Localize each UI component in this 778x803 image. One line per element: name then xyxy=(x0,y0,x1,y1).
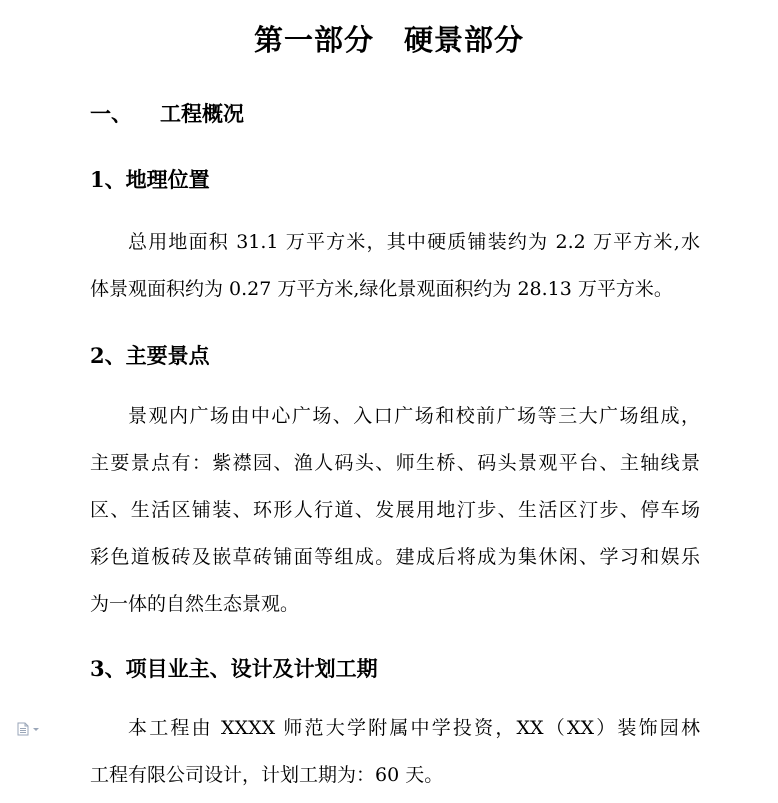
paragraph-location xyxy=(90,219,700,313)
subsection-heading-attractions: 2、主要景点 xyxy=(90,343,210,368)
paragraph-line: 主要景点有：紫襟园、渔人码头、师生桥、码头景观平台、主轴线景 xyxy=(90,452,700,474)
paragraph-line: 为一体的自然生态景观。 xyxy=(90,593,300,615)
paragraph-line: 彩色道板砖及嵌草砖铺面等组成。建成后将成为集休闲、学习和娱乐 xyxy=(90,546,700,568)
paragraph-line: 本工程由 XXXX 师范大学附属中学投资，XX（XX）装饰园林 xyxy=(128,717,700,739)
section-heading-overview xyxy=(90,98,244,128)
paragraph-line: 体景观面积约为 0.27 万平方米,绿化景观面积约为 28.13 万平方米。 xyxy=(90,278,673,300)
page-title: 第一部分 硬景部分 xyxy=(253,23,524,57)
section-title: 工程概况 xyxy=(160,101,244,126)
paragraph-line: 景观内广场由中心广场、入口广场和校前广场等三大广场组成， xyxy=(128,405,700,427)
paragraph-attractions xyxy=(90,393,700,628)
paragraph-line: 工程有限公司设计，计划工期为：60 天。 xyxy=(90,764,444,786)
paragraph-owner-schedule xyxy=(90,705,700,799)
paragraph-line: 区、生活区铺装、环形人行道、发展用地汀步、生活区汀步、停车场 xyxy=(90,499,700,521)
document-icon[interactable] xyxy=(17,721,45,735)
document-icon-graphic xyxy=(17,722,45,736)
subsection-heading-owner-schedule: 3、项目业主、设计及计划工期 xyxy=(90,656,378,681)
paragraph-line: 总用地面积 31.1 万平方米，其中硬质铺装约为 2.2 万平方米,水 xyxy=(128,231,700,253)
subsection-heading-location: 1、地理位置 xyxy=(90,167,210,192)
section-number: 一、 xyxy=(90,101,132,126)
